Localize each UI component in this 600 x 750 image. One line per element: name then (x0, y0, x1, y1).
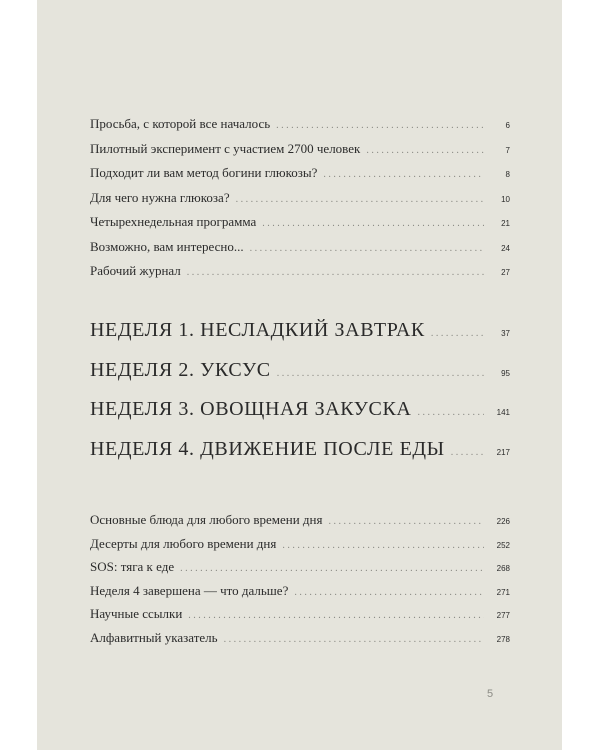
toc-leader-dots (187, 268, 484, 278)
toc-entry (90, 214, 510, 239)
toc-leader-dots (282, 541, 484, 551)
toc-entry-page: 252 (496, 540, 510, 550)
toc-entry-page: 8 (505, 170, 510, 179)
toc-entry (90, 165, 510, 190)
toc-entry-page: 10 (501, 194, 510, 204)
toc-week-title: НЕДЕЛЯ 3. ОВОЩНАЯ ЗАКУСКА (90, 398, 412, 420)
toc-entry-title: Возможно, вам интересно... (90, 238, 244, 254)
toc-entry-page: 6 (505, 121, 510, 130)
toc-entry-title: Научные ссылки (90, 606, 183, 621)
book-page (37, 0, 562, 750)
toc-entry-page: 278 (496, 634, 510, 644)
toc-weeks-section (90, 319, 510, 477)
toc-entry (90, 190, 510, 215)
toc-entry-page: 268 (496, 564, 510, 573)
toc-leader-dots (431, 329, 484, 339)
toc-entry-page: 21 (501, 219, 510, 228)
toc-entry-title: Рабочий журнал (90, 263, 181, 278)
toc-leader-dots (328, 517, 484, 527)
toc-entry (90, 239, 510, 264)
toc-intro-section (90, 116, 510, 288)
toc-week-title: НЕДЕЛЯ 2. УКСУС (90, 358, 271, 381)
toc-week-page: 95 (501, 368, 510, 378)
toc-entry (90, 536, 510, 560)
toc-leader-dots (323, 170, 484, 180)
toc-entry (90, 141, 510, 166)
toc-entry (90, 583, 510, 607)
toc-entry-title: Просьба, с которой все началось (90, 116, 271, 131)
toc-entry-title: Для чего нужна глюкоза? (90, 189, 230, 205)
toc-leader-dots (180, 564, 484, 574)
toc-leader-dots (276, 121, 484, 131)
toc-entry-title: Алфавитный указатель (90, 629, 218, 645)
page-number: 5 (487, 688, 494, 700)
toc-leader-dots (250, 244, 484, 254)
toc-leader-dots (262, 219, 484, 229)
toc-week-entry (90, 319, 510, 359)
toc-entry (90, 116, 510, 141)
toc-leader-dots (236, 195, 484, 205)
toc-leader-dots (451, 448, 484, 458)
toc-entry-title: Десерты для любого времени дня (90, 535, 277, 551)
toc-entry (90, 263, 510, 288)
toc-entry-title: Основные блюда для любого времени дня (90, 512, 323, 527)
toc-entry-page: 27 (501, 268, 510, 277)
toc-week-page: 141 (496, 408, 510, 417)
toc-appendix-section (90, 512, 510, 653)
toc-leader-dots (224, 635, 484, 645)
toc-entry-page: 277 (496, 611, 510, 620)
toc-leader-dots (294, 588, 484, 598)
toc-entry (90, 630, 510, 654)
toc-week-page: 217 (496, 447, 510, 457)
toc-entry-title: Подходит ли вам метод богини глюкозы? (90, 165, 318, 180)
toc-leader-dots (277, 369, 484, 379)
toc-entry (90, 606, 510, 630)
toc-leader-dots (188, 611, 484, 621)
toc-week-entry (90, 398, 510, 438)
toc-entry-title: Пилотный эксперимент с участием 2700 человек (90, 140, 361, 156)
toc-entry-page: 226 (496, 517, 510, 526)
toc-entry (90, 559, 510, 583)
toc-week-title: НЕДЕЛЯ 1. НЕСЛАДКИЙ ЗАВТРАК (90, 319, 425, 341)
toc-week-page: 37 (501, 329, 510, 338)
toc-leader-dots (366, 146, 484, 156)
toc-week-entry (90, 438, 510, 478)
toc-week-entry (90, 359, 510, 399)
toc-entry-page: 271 (496, 587, 510, 597)
toc-entry-page: 24 (501, 243, 510, 253)
toc-entry-page: 7 (505, 145, 510, 155)
toc-entry-title: Неделя 4 завершена — что дальше? (90, 582, 289, 598)
toc-week-title: НЕДЕЛЯ 4. ДВИЖЕНИЕ ПОСЛЕ ЕДЫ (90, 437, 445, 460)
toc-entry (90, 512, 510, 536)
toc-entry-title: SOS: тяга к еде (90, 559, 175, 574)
toc-entry-title: Четырехнедельная программа (90, 214, 257, 229)
toc-leader-dots (417, 408, 484, 418)
